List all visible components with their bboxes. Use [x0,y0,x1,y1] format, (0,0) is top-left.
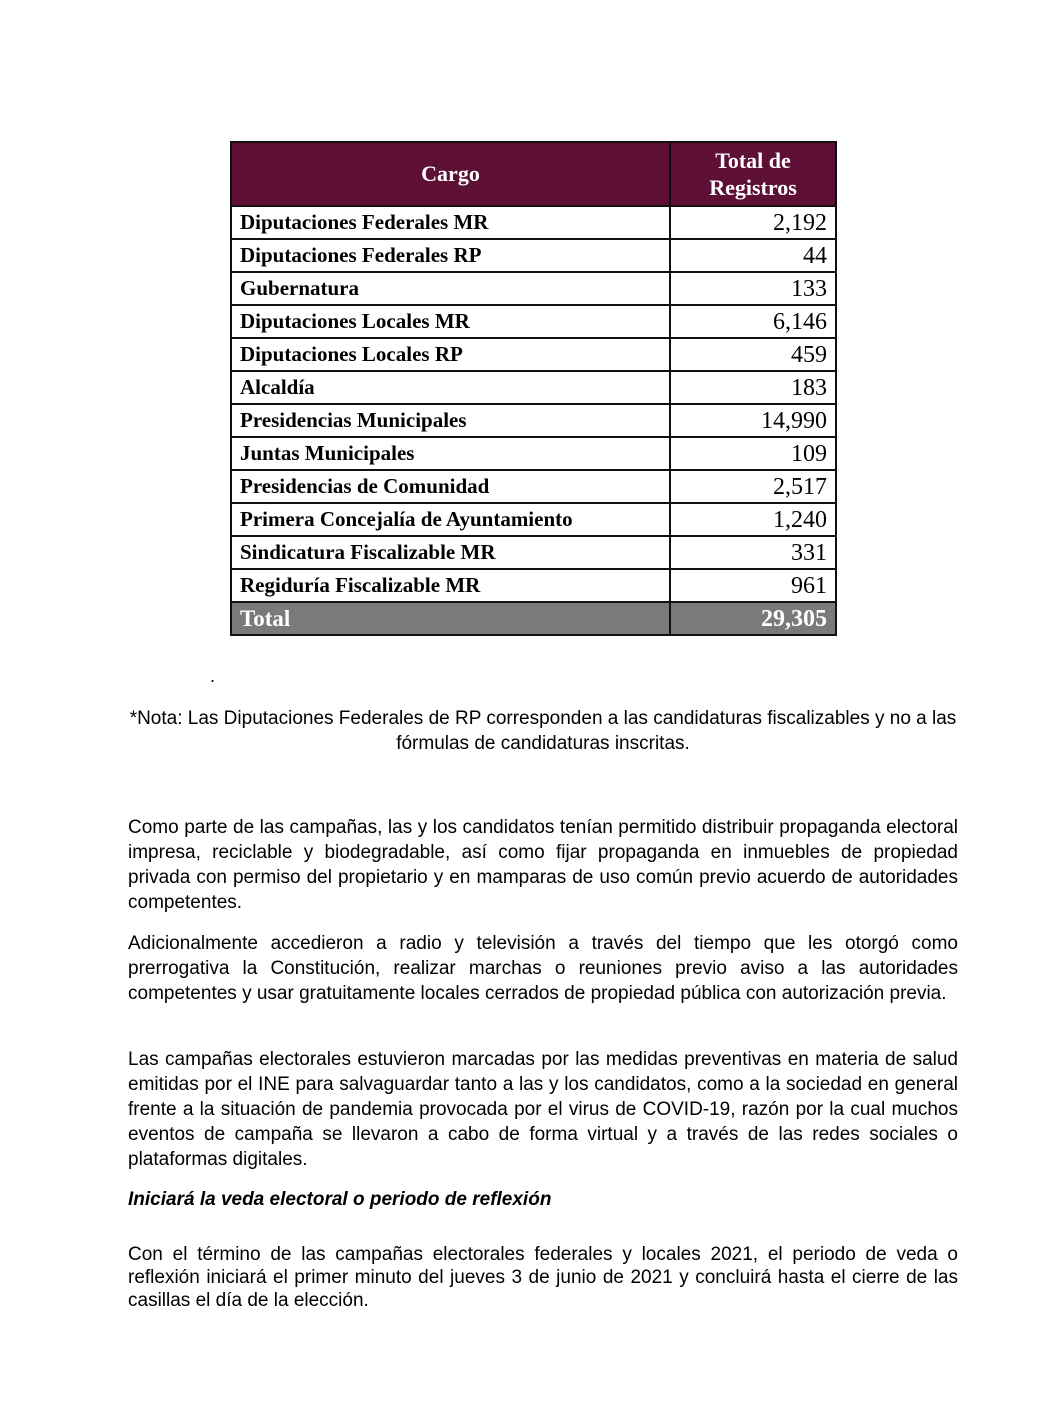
table-row [231,305,836,338]
table-row [231,470,836,503]
paragraph-covid-measures: Las campañas electorales estuvieron marcadas por las medidas preventivas en materia de salud emitidas por el INE para salvaguardar tanto a las y los candidatos, como a la sociedad en general frente a la situación de pandemia provocada por el virus de COVID-19, razón por la cual muchos eventos de campaña se llevaron a cabo de forma virtual y a través de las redes sociales o plataformas digitales. [128,1049,958,1170]
total-cell: 183 [670,371,836,404]
table-row [231,569,836,602]
section-heading-veda: Iniciará la veda electoral o periodo de reflexión [128,1189,552,1210]
column-header-total-line1: Total de [715,147,791,173]
total-label: Total [231,602,670,635]
total-cell: 133 [670,272,836,305]
column-header-cargo: Cargo [231,142,670,206]
cargo-cell: Gubernatura [231,272,670,305]
total-cell: 109 [670,437,836,470]
cargo-cell: Juntas Municipales [231,437,670,470]
cargo-cell: Primera Concejalía de Ayuntamiento [231,503,670,536]
paragraph-radio-television: Adicionalmente accedieron a radio y televisión a través del tiempo que les otorgó como prerrogativa la Constitución, realizar marchas o reuniones previo aviso a las autoridades competentes y usar gratuitamente locales cerrados de propiedad pública con autorización previa. [128,933,958,1004]
paragraph-propaganda: Como parte de las campañas, las y los candidatos tenían permitido distribuir propaganda electoral impresa, reciclable y biodegradable, así como fijar propaganda en inmuebles de propiedad privada con permiso del propietario y en mamparas de uso común previo acuerdo de autoridades competentes. [128,817,958,913]
cargo-cell: Alcaldía [231,371,670,404]
total-cell: 14,990 [670,404,836,437]
cargo-cell: Diputaciones Locales RP [231,338,670,371]
total-cell: 2,192 [670,206,836,239]
cargo-cell: Diputaciones Federales RP [231,239,670,272]
table-row [231,239,836,272]
cargo-cell: Regiduría Fiscalizable MR [231,569,670,602]
column-header-total-line2: Registros [709,175,797,200]
table-row [231,536,836,569]
total-cell: 459 [670,338,836,371]
cargo-cell: Diputaciones Federales MR [231,206,670,239]
table-row [231,503,836,536]
total-cell: 44 [670,239,836,272]
cargo-cell: Diputaciones Locales MR [231,305,670,338]
table-row [231,206,836,239]
stray-dot: . [210,666,216,686]
table-row [231,371,836,404]
table-header-row [231,142,836,206]
total-cell: 331 [670,536,836,569]
table-total-row [231,602,836,635]
table-note: *Nota: Las Diputaciones Federales de RP corresponden a las candidaturas fiscalizables y no a las fórmulas de candidaturas inscritas. [129,708,957,754]
grand-total-value: 29,305 [670,602,836,635]
table-row [231,272,836,305]
total-cell: 1,240 [670,503,836,536]
cargo-cell: Presidencias de Comunidad [231,470,670,503]
column-header-total [670,142,836,206]
table-row [231,437,836,470]
table-row [231,404,836,437]
total-cell: 6,146 [670,305,836,338]
cargo-cell: Sindicatura Fiscalizable MR [231,536,670,569]
table-row [231,338,836,371]
total-cell: 961 [670,569,836,602]
cargo-cell: Presidencias Municipales [231,404,670,437]
total-cell: 2,517 [670,470,836,503]
registros-table [230,141,837,636]
paragraph-veda-period: Con el término de las campañas electorales federales y locales 2021, el periodo de veda o reflexión iniciará el primer minuto del jueves 3 de junio de 2021 y concluirá hasta el cierre de las casillas el día de la elección. [128,1244,958,1311]
